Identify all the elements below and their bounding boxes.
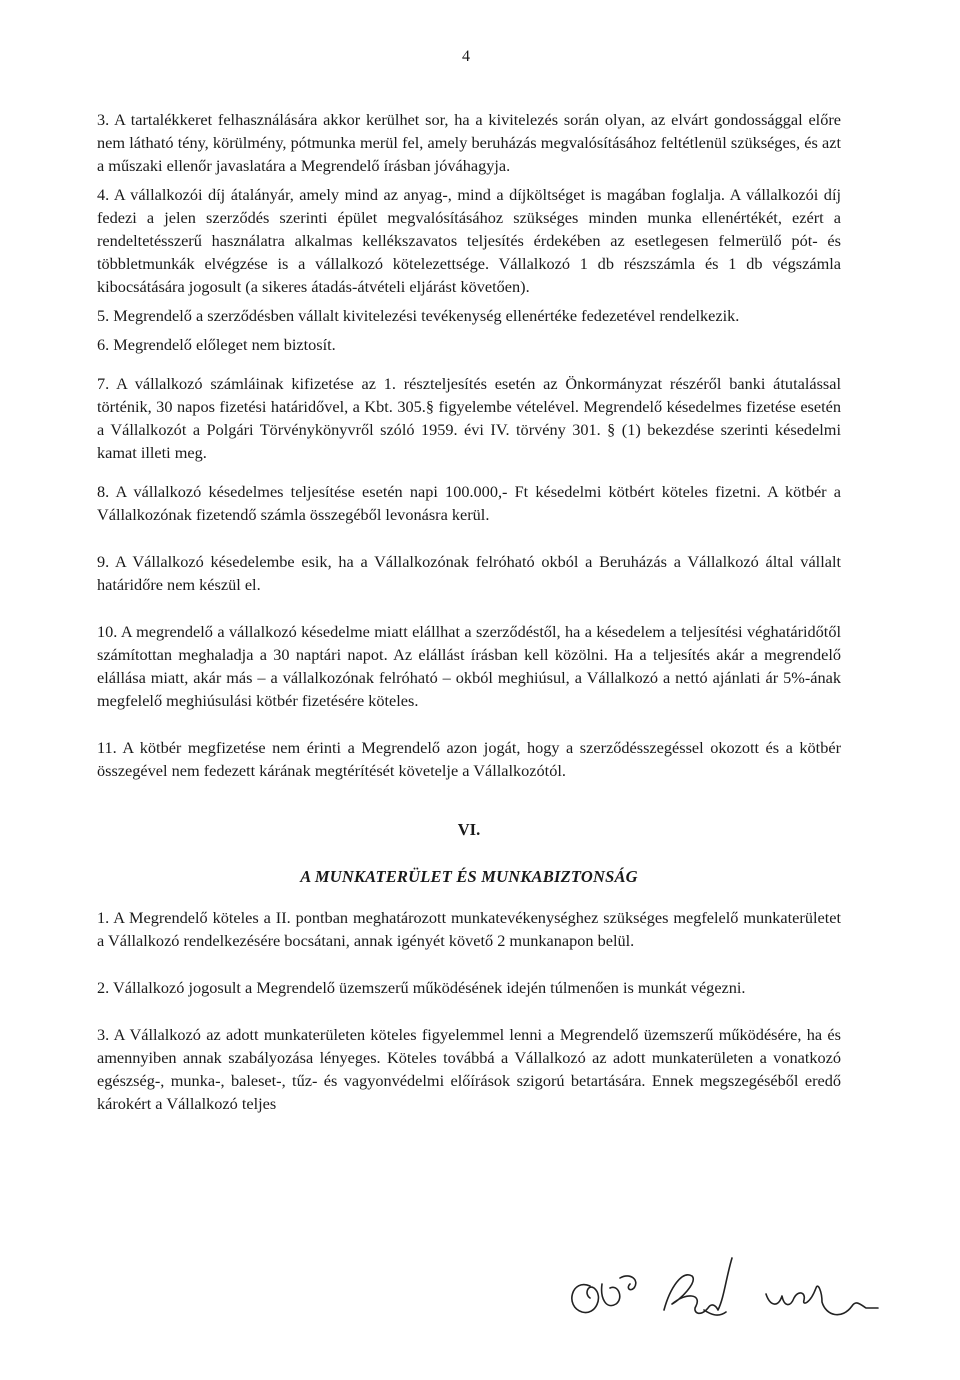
document-body xyxy=(97,108,841,1115)
paragraph-4: 4. A vállalkozói díj átalányár, amely mind az anyag-, mind a díjköltséget is magában foglalja. A vállalkozói díj fedezi a jelen szerződés szerinti épület megvalósításához szükséges minden munka ellenértékét, ezért a rendeltetésszerű használatra alkalmas kellékszavatos teljesítés érdekében az esetlegesen felmerülő pót- és többletmunkák elvégzése is a vállalkozó kötelezettsége. Vállalkozó 1 db részszámla és 1 db végszámla kibocsátására jogosult (a sikeres átadás-átvételi eljárást követően). xyxy=(97,185,841,296)
handwritten-signatures xyxy=(560,1248,880,1338)
signature-3 xyxy=(766,1286,878,1315)
signature-2 xyxy=(664,1258,732,1315)
paragraph-5: 5. Megrendelő a szerződésben vállalt kivitelezési tevékenység ellenértéke fedezetével rendelkezik. xyxy=(97,306,740,325)
signature-initials-1 xyxy=(572,1276,636,1313)
paragraph-3: 3. A tartalékkeret felhasználására akkor kerülhet sor, ha a kivitelezés során olyan, az elvárt gondossággal előre nem látható tény, körülmény, pótmunka merül fel, amely beruházás megvalósításához feltétlenül szükséges, és azt a műszaki ellenőr javaslatára a Megrendelő írásban jóváhagyja. xyxy=(97,110,841,175)
paragraph-10: 10. A megrendelő a vállalkozó késedelme miatt elállhat a szerződéstől, ha a késedelem a teljesítési véghatáridőtől számítottan meghaladja a 30 naptári napot. Az elállást írásban kell közölni. Ha a teljesítés akár a megrendelő elállása miatt, akár más – a vállalkozónak felróható – okból meghiúsul, a Vállalkozó a nettó ajánlati ár 5%-ának megfelelő meghiúsulási kötbér fizetésére köteles. xyxy=(97,622,841,710)
page-number: 4 xyxy=(462,48,470,65)
section-title: A MUNKATERÜLET ÉS MUNKABIZTONSÁG xyxy=(300,867,638,886)
section-paragraph-2: 2. Vállalkozó jogosult a Megrendelő üzemszerű működésének idején túlmenően is munkát végezni. xyxy=(97,978,746,997)
paragraph-8: 8. A vállalkozó késedelmes teljesítése esetén napi 100.000,- Ft késedelmi kötbért köteles fizetni. A kötbér a Vállalkozónak fizetendő számla összegéből levonásra kerül. xyxy=(97,482,841,524)
section-paragraph-1: 1. A Megrendelő köteles a II. pontban meghatározott munkatevékenységhez szükséges megfelelő munkaterületet a Vállalkozó rendelkezésére bocsátani, annak igényét követő 2 munkanapon belül. xyxy=(97,908,841,950)
paragraph-11: 11. A kötbér megfizetése nem érinti a Megrendelő azon jogát, hogy a szerződésszegéssel okozott és a kötbér összegével nem fedezett kárának megtérítését követelje a Vállalkozótól. xyxy=(97,738,841,780)
signatures xyxy=(560,1248,880,1338)
paragraph-6: 6. Megrendelő előleget nem biztosít. xyxy=(97,335,336,354)
paragraph-7: 7. A vállalkozó számláinak kifizetése az 1. részteljesítés esetén az Önkormányzat részéről banki átutalással történik, 30 napos fizetési határidővel, a Kbt. 305.§ figyelembe vételével. Megrendelő késedelmes fizetése esetén a Vállalkozót a Polgári Törvénykönyvről szóló 1959. évi IV. törvény 301. § (1) bekezdése szerinti késedelmi kamat illeti meg. xyxy=(97,374,841,462)
paragraph-9: 9. A Vállalkozó késedelembe esik, ha a Vállalkozónak felróható okból a Beruházás a Vállalkozó által vállalt határidőre nem készül el. xyxy=(97,552,841,594)
section-number: VI. xyxy=(457,820,481,839)
section-paragraph-3: 3. A Vállalkozó az adott munkaterületen köteles figyelemmel lenni a Megrendelő üzemszerű működésére, ha és amennyiben annak szabályozása lényeges. Köteles továbbá a Vállalkozó az adott munkaterületen a vonatkozó egészség-, munka-, baleset-, tűz- és vagyonvédelmi előírások szigorú betartására. Ennek megszegéséből eredő károkért a Vállalkozó teljes xyxy=(97,1025,841,1113)
